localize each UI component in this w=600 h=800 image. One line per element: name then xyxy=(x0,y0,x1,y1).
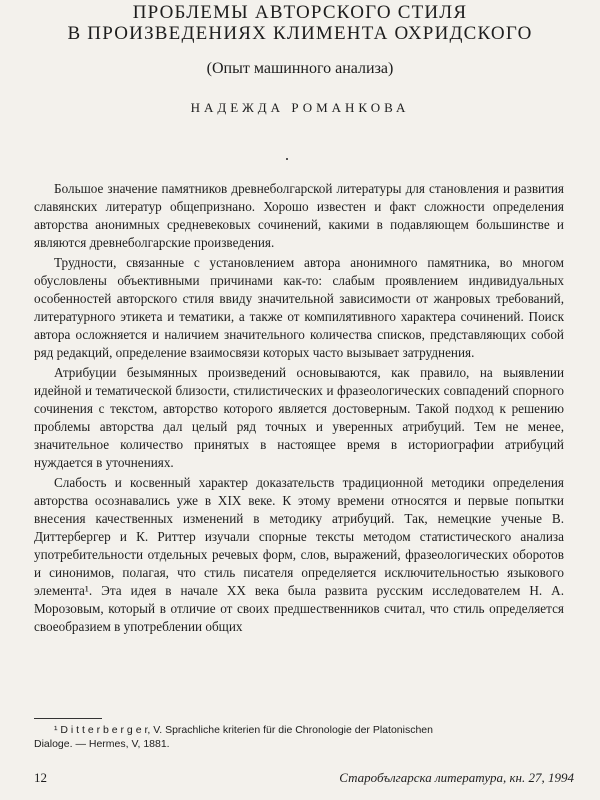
article-title-line-2: В ПРОИЗВЕДЕНИЯХ КЛИМЕНТА ОХРИДСКОГО xyxy=(67,23,533,44)
ornament-dot xyxy=(286,158,288,160)
paragraph: Слабость и косвенный характер доказательств традиционной методики определения авторства осознавались уже в XIX веке. К этому времени относятся и первые попытки внесения качественных изменений в методику атрибуций. Так, немецкие ученые В. Диттербергер и К. Риттер изучали спорные тексты методом статистического анализа употребительности отдельных речевых форм, слов, выражений, фразеологических оборотов и синонимов, полагая, что стиль писателя определяется исключительностью языкового элемента¹. Эта идея в начале XX века была развита русским исследователем Н. А. Морозовым, который в отличие от своих предшественников считал, что стиль определяется своеобразием в употреблении общих xyxy=(34,475,564,634)
journal-reference: Старобългарска литература, кн. 27, 1994 xyxy=(339,770,574,785)
article-author: НАДЕЖДА РОМАНКОВА xyxy=(190,100,410,115)
article-subtitle: (Опыт машинного анализа) xyxy=(206,60,394,77)
footnote-line: ¹ D i t t e r b e r g e r, V. Sprachliche kriterien für die Chronologie der Platonischen xyxy=(54,724,433,736)
article-body xyxy=(34,180,564,638)
paragraph: Трудности, связанные с установлением автора анонимного памятника, во многом обусловлены объективными причинами как-то: слабым проявлением индивидуальных особенностей авторского стиля ввиду значительной зависимости от жанровых требований, литературного этикета и тематики, а также от компилятивного характера сочинений. Поиск автора осложняется и наличием значительного количества списков, представляющих собой ряд редакций, определение взаимосвязи которых часто вызывает затруднения. xyxy=(34,255,564,360)
footnote-divider xyxy=(34,718,102,719)
page-number: 12 xyxy=(34,770,47,785)
paragraph: Большое значение памятников древнеболгарской литературы для становления и развития славянских литератур общепризнано. Хорошо известен и факт сложности определения авторства анонимных средневековых сочинений, какими в подавляющем большинстве и являются древнеболгарские произведения. xyxy=(34,181,564,250)
paragraph: Атрибуции безымянных произведений основываются, как правило, на выявлении идейной и тематической близости, стилистических и фразеологических совпадений спорного сочинения с текстом, авторство которого является достоверным. Такой подход к решению проблемы авторства дал целый ряд точных и уверенных атрибуций. Тем не менее, значительное количество принятых в настоящее время в историографии атрибуций нуждается в уточнениях. xyxy=(34,365,564,470)
footnote-line: Dialoge. — Hermes, V, 1881. xyxy=(34,738,170,750)
article-title-line-1: ПРОБЛЕМЫ АВТОРСКОГО СТИЛЯ xyxy=(132,2,468,23)
footnote xyxy=(34,723,564,751)
